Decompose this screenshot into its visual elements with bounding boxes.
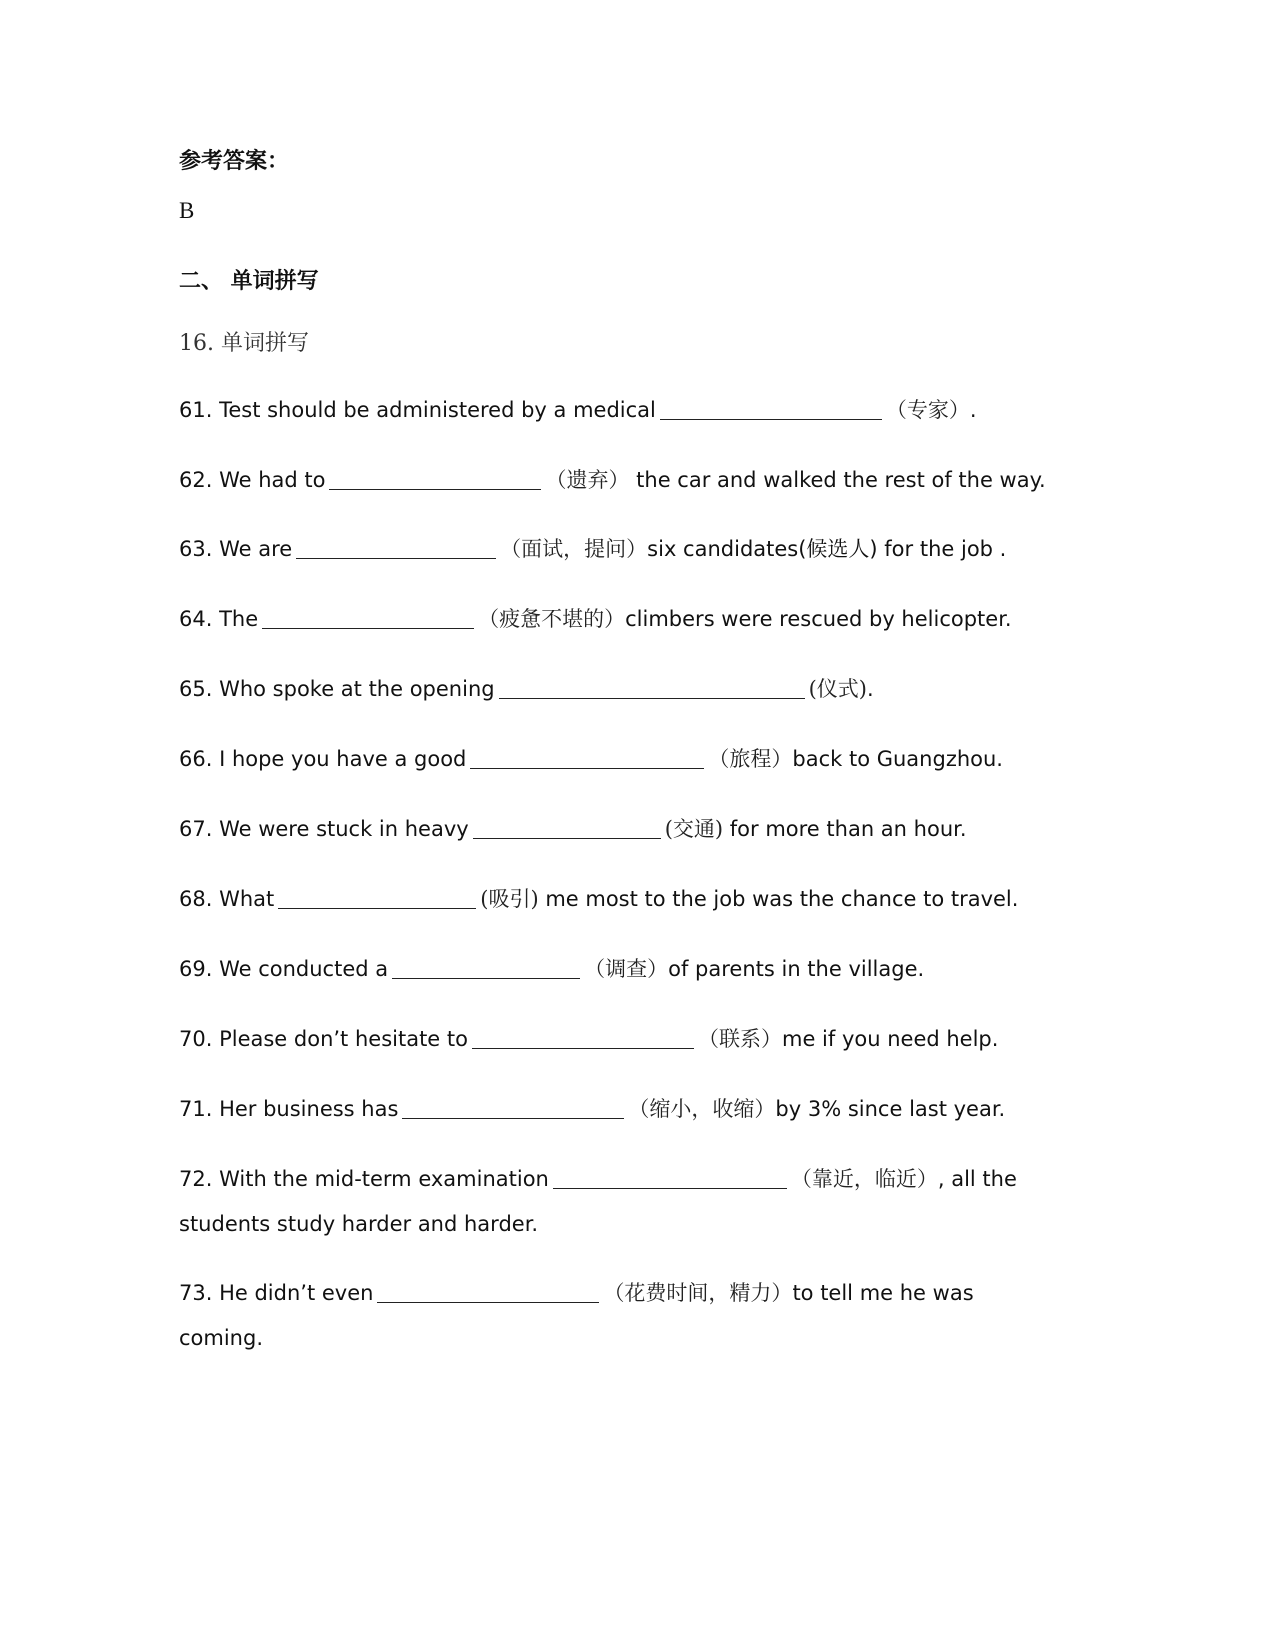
item-prompt: 72. With the mid-term examination — [179, 1167, 549, 1191]
item-hint: （疲惫不堪的） — [478, 607, 626, 631]
item-wrapped-text: coming. — [179, 1326, 263, 1350]
list-item — [179, 667, 874, 712]
item-hint: (仪式) — [808, 677, 867, 701]
item-prompt: 71. Her business has — [179, 1097, 399, 1121]
answer-blank[interactable] — [296, 557, 496, 559]
answer-blank[interactable] — [402, 1117, 624, 1119]
item-continuation: me most to the job was the chance to travel. — [538, 887, 1019, 911]
section-heading: 二、 单词拼写 — [179, 269, 319, 294]
item-hint: （花费时间，精力） — [603, 1281, 793, 1305]
item-prompt: 61. Test should be administered by a medical — [179, 398, 656, 422]
list-item — [179, 877, 1018, 922]
answer-blank[interactable] — [278, 907, 476, 909]
answer-blank[interactable] — [470, 767, 704, 769]
answer-blank[interactable] — [377, 1301, 599, 1303]
item-prompt: 66. I hope you have a good — [179, 747, 467, 771]
item-wrapped-text: students study harder and harder. — [179, 1212, 539, 1236]
item-continuation: me if you need help. — [782, 1027, 999, 1051]
list-item — [179, 807, 967, 852]
list-item — [179, 947, 924, 992]
item-prompt: 63. We are — [179, 537, 293, 561]
item-hint: （专家） — [885, 398, 970, 422]
item-continuation: , all the — [937, 1167, 1017, 1191]
item-prompt: 65. Who spoke at the opening — [179, 677, 495, 701]
item-hint: （遗弃） — [545, 468, 630, 492]
list-item — [179, 388, 977, 433]
item-continuation: six candidates(候选人) for the job . — [647, 537, 1007, 561]
item-continuation: climbers were rescued by helicopter. — [625, 607, 1012, 631]
item-prompt: 67. We were stuck in heavy — [179, 817, 469, 841]
item-prompt: 68. What — [179, 887, 275, 911]
answer-blank[interactable] — [472, 1047, 694, 1049]
list-item — [179, 458, 1046, 503]
list-item — [179, 527, 1006, 572]
item-prompt: 69. We conducted a — [179, 957, 389, 981]
list-item — [179, 1157, 1017, 1247]
answer-value: B — [179, 198, 195, 223]
item-hint: （联系） — [698, 1027, 782, 1051]
question-title: 16. 单词拼写 — [179, 331, 309, 356]
item-hint: （旅程） — [708, 747, 793, 771]
item-continuation: the car and walked the rest of the way. — [629, 468, 1046, 492]
item-continuation: by 3% since last year. — [775, 1097, 1006, 1121]
item-hint: （面试，提问） — [500, 537, 648, 561]
answer-blank[interactable] — [499, 697, 805, 699]
answer-blank[interactable] — [473, 837, 661, 839]
item-hint: （缩小，收缩） — [628, 1097, 776, 1121]
item-prompt: 64. The — [179, 607, 259, 631]
list-item — [179, 1087, 1005, 1132]
item-prompt: 73. He didn’t even — [179, 1281, 374, 1305]
item-continuation: for more than an hour. — [723, 817, 967, 841]
list-item — [179, 1271, 974, 1361]
answer-blank[interactable] — [392, 977, 580, 979]
list-item — [179, 737, 1003, 782]
item-prompt: 70. Please don’t hesitate to — [179, 1027, 468, 1051]
item-continuation: . — [867, 677, 874, 701]
answer-blank[interactable] — [262, 627, 474, 629]
item-continuation: back to Guangzhou. — [792, 747, 1003, 771]
answer-blank[interactable] — [329, 488, 541, 490]
item-hint: (吸引) — [480, 887, 539, 911]
list-item — [179, 1017, 998, 1062]
answer-blank[interactable] — [553, 1187, 787, 1189]
answer-blank[interactable] — [660, 418, 882, 420]
item-continuation: of parents in the village. — [668, 957, 925, 981]
list-item — [179, 597, 1012, 642]
item-hint: （调查） — [584, 957, 669, 981]
answer-label: 参考答案： — [179, 149, 290, 174]
item-continuation: to tell me he was — [792, 1281, 974, 1305]
item-hint: (交通) — [664, 817, 724, 841]
item-continuation: . — [969, 398, 977, 422]
item-hint: （靠近，临近） — [790, 1167, 938, 1191]
item-prompt: 62. We had to — [179, 468, 326, 492]
